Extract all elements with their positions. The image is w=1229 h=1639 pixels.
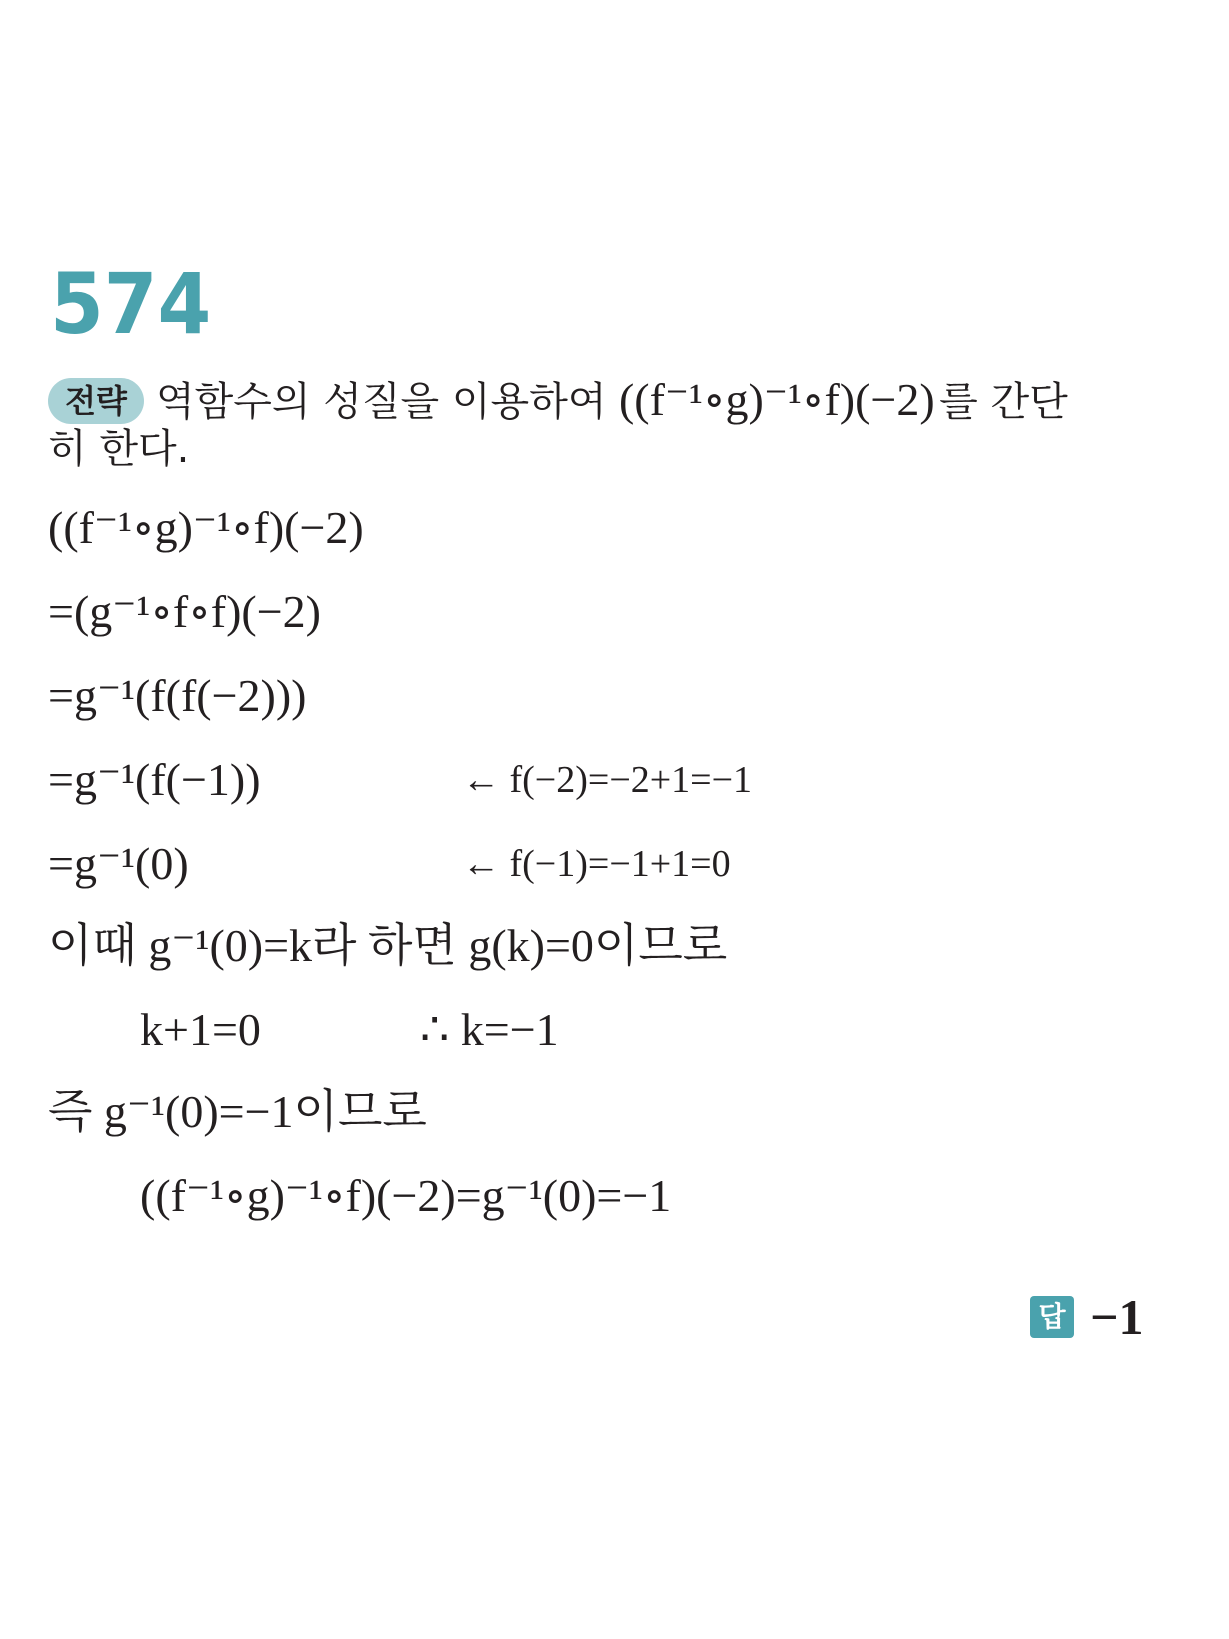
step-3: =g⁻¹(f(f(−2))): [48, 670, 307, 721]
step-4: =g⁻¹(f(−1)): [48, 754, 261, 805]
strategy-badge: 전략: [48, 378, 144, 424]
reasoning-line-3: 즉 g⁻¹(0)=−1이므로: [48, 1086, 427, 1137]
strategy-text-part2: 를 간단: [939, 379, 1068, 425]
reasoning-line-4: ((f⁻¹∘g)⁻¹∘f)(−2)=g⁻¹(0)=−1: [140, 1170, 672, 1221]
reasoning-equation: k+1=0: [140, 1004, 261, 1055]
step-5-note: ← f(−1)=−1+1=0: [462, 843, 731, 885]
answer-value: −1: [1090, 1289, 1144, 1345]
step-4-note: ← f(−2)=−2+1=−1: [462, 759, 753, 801]
reasoning-therefore: ∴ k=−1: [420, 1004, 559, 1055]
strategy-line-1: [156, 372, 1068, 428]
reasoning-line-1: 이때 g⁻¹(0)=k라 하면 g(k)=0이므로: [48, 920, 728, 971]
step-1: ((f⁻¹∘g)⁻¹∘f)(−2): [48, 502, 364, 553]
strategy-math: ((f⁻¹∘g)⁻¹∘f)(−2): [618, 374, 935, 425]
strategy-line-2: 히 한다.: [48, 426, 190, 472]
step-2: =(g⁻¹∘f∘f)(−2): [48, 586, 321, 637]
problem-number: 574: [50, 255, 212, 353]
strategy-text-part1: 역함수의 성질을 이용하여: [156, 379, 607, 425]
answer-badge: 답: [1030, 1296, 1074, 1338]
step-5: =g⁻¹(0): [48, 838, 189, 889]
